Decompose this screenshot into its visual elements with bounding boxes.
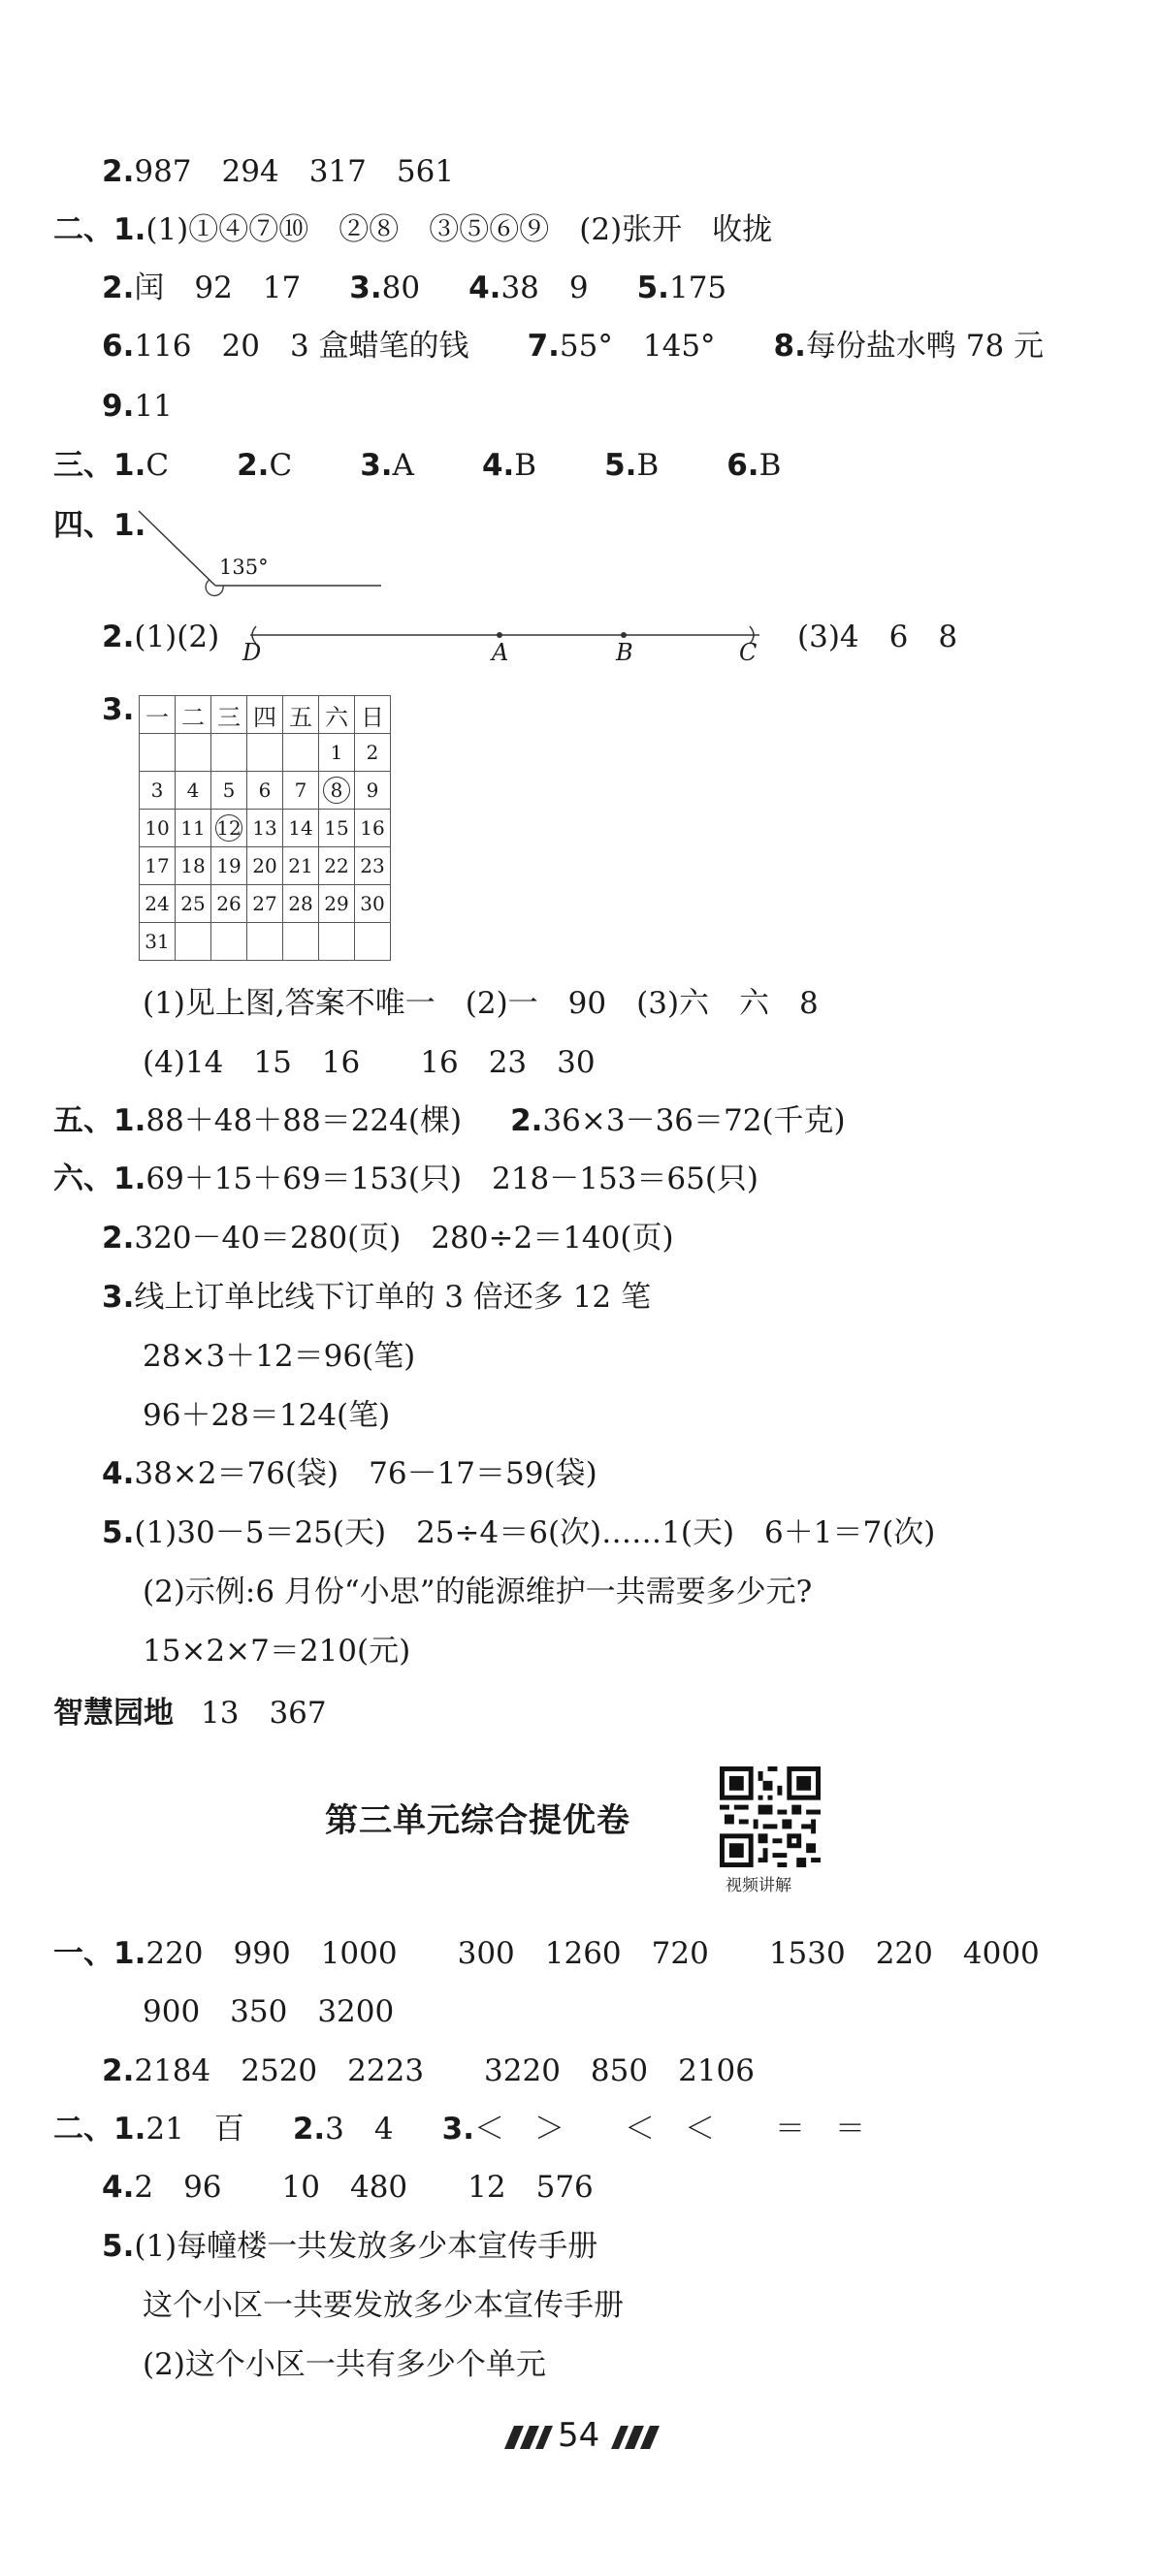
answer-line: 28×3＋12＝96(笔) — [143, 1339, 416, 1374]
calendar-cell: 20 — [247, 847, 283, 885]
answer-line: 5.(1)每幢楼一共发放多少本宣传手册 — [102, 2229, 598, 2264]
answer-line: 3.线上订单比线下订单的 3 倍还多 12 笔 — [102, 1280, 651, 1315]
answer-line: 6.116 20 3 盒蜡笔的钱 7.55° 145° 8.每份盐水鸭 78 元 — [102, 329, 1045, 364]
calendar-cell: 11 — [176, 810, 211, 847]
calendar-cell — [283, 923, 319, 961]
calendar-cell — [176, 734, 211, 772]
answer-line: 2.320－40＝280(页) 280÷2＝140(页) — [102, 1221, 674, 1256]
calendar-cell: 23 — [355, 847, 391, 885]
answer-line: (1)见上图,答案不唯一 (2)一 90 (3)六 六 8 — [143, 986, 819, 1021]
calendar-cell: 14 — [283, 810, 319, 847]
answer-line: (2)这个小区一共有多少个单元 — [143, 2347, 546, 2382]
calendar-cell: 21 — [283, 847, 319, 885]
calendar-cell: 2 — [355, 734, 391, 772]
calendar-cell — [211, 923, 247, 961]
qr-label: 视频讲解 — [726, 1876, 791, 1895]
calendar-cell — [247, 923, 283, 961]
calendar-cell-circled: 8 — [319, 772, 355, 810]
calendar-cell — [319, 923, 355, 961]
answer-line: 五、1.88＋48＋88＝224(棵) 2.36×3－36＝72(千克) — [53, 1103, 846, 1138]
answer-line: 智慧园地 13 367 — [53, 1696, 327, 1731]
answer-line: 96＋28＝124(笔) — [143, 1398, 391, 1433]
calendar-cell: 1 — [319, 734, 355, 772]
calendar-cell: 7 — [283, 772, 319, 810]
answer-line: 二、1.(1)①④⑦⑩ ②⑧ ③⑤⑥⑨ (2)张开 收拢 — [53, 212, 773, 247]
calendar-cell — [211, 734, 247, 772]
calendar-header: 三 — [211, 696, 247, 734]
calendar-cell: 15 — [319, 810, 355, 847]
angle-figure — [134, 506, 386, 593]
answer-line: 三、1.C 2.C 3.A 4.B 5.B 6.B — [53, 448, 782, 483]
calendar-cell: 25 — [176, 885, 211, 923]
answer-line: 3. — [102, 692, 135, 727]
calendar-cell-circled: 12 — [211, 810, 247, 847]
calendar-cell: 16 — [355, 810, 391, 847]
calendar-row — [140, 810, 391, 847]
answer-line: 900 350 3200 — [143, 1994, 395, 2029]
calendar-cell: 18 — [176, 847, 211, 885]
calendar-row — [140, 847, 391, 885]
answer-line: 5.(1)30－5＝25(天) 25÷4＝6(次)……1(天) 6＋1＝7(次) — [102, 1515, 936, 1550]
answer-line: 这个小区一共要发放多少本宣传手册 — [143, 2288, 624, 2323]
calendar-cell — [355, 923, 391, 961]
angle-label: 135° — [219, 556, 269, 579]
point-label: D — [242, 639, 262, 666]
calendar-header: 四 — [247, 696, 283, 734]
answer-text: (3)4 6 8 — [797, 620, 958, 654]
point-label: C — [739, 639, 758, 666]
decor-slash-icon — [504, 2424, 553, 2451]
answer-line: 4.38×2＝76(袋) 76－17＝59(袋) — [102, 1456, 597, 1491]
calendar-cell: 6 — [247, 772, 283, 810]
calendar-header-row — [140, 696, 391, 734]
calendar-cell: 26 — [211, 885, 247, 923]
calendar-cell — [140, 734, 176, 772]
answer-line: 一、1.220 990 1000 300 1260 720 1530 220 4000 — [53, 1936, 1040, 1971]
answer-line: (2)示例:6 月份“小思”的能源维护一共需要多少元? — [143, 1574, 813, 1609]
calendar-cell: 28 — [283, 885, 319, 923]
answer-line: 4.2 96 10 480 12 576 — [102, 2170, 594, 2205]
calendar-cell: 29 — [319, 885, 355, 923]
answer-line: 2.987 294 317 561 — [102, 154, 455, 189]
calendar-cell: 24 — [140, 885, 176, 923]
answer-line: 六、1.69＋15＋69＝153(只) 218－153＝65(只) — [53, 1161, 759, 1196]
calendar-cell: 3 — [140, 772, 176, 810]
calendar-row — [140, 885, 391, 923]
answer-line: 二、1.21 百 2.3 4 3.＜ ＞ ＜ ＜ ＝ ＝ — [53, 2112, 865, 2147]
answer-line: 2.闰 92 17 3.80 4.38 9 5.175 — [102, 270, 727, 305]
calendar-cell: 13 — [247, 810, 283, 847]
calendar-header: 六 — [319, 696, 355, 734]
calendar-cell: 9 — [355, 772, 391, 810]
section-title: 第三单元综合提优卷 — [325, 1801, 630, 1840]
answer-line: 2.(1)(2) — [102, 620, 220, 654]
calendar-cell: 10 — [140, 810, 176, 847]
calendar-cell: 5 — [211, 772, 247, 810]
calendar-cell — [283, 734, 319, 772]
answer-line: (4)14 15 16 16 23 30 — [143, 1045, 596, 1080]
calendar-cell: 19 — [211, 847, 247, 885]
decor-slash-icon — [611, 2424, 660, 2451]
calendar-cell: 17 — [140, 847, 176, 885]
calendar-header: 二 — [176, 696, 211, 734]
calendar-row — [140, 734, 391, 772]
calendar-cell: 22 — [319, 847, 355, 885]
calendar-header: 日 — [355, 696, 391, 734]
answer-line: 四、1. — [53, 508, 146, 543]
calendar-cell: 4 — [176, 772, 211, 810]
qr-code-icon[interactable] — [720, 1766, 821, 1867]
point-label: B — [616, 639, 633, 666]
calendar-header: 五 — [283, 696, 319, 734]
calendar-cell — [176, 923, 211, 961]
calendar-cell — [247, 734, 283, 772]
answer-line: 9.11 — [102, 389, 173, 424]
calendar-row — [140, 923, 391, 961]
page-number: 54 — [558, 2416, 600, 2455]
calendar-header: 一 — [140, 696, 176, 734]
calendar-table — [139, 695, 391, 961]
calendar-cell: 30 — [355, 885, 391, 923]
point-label: A — [492, 639, 509, 666]
calendar-cell: 31 — [140, 923, 176, 961]
calendar-row — [140, 772, 391, 810]
calendar-cell: 27 — [247, 885, 283, 923]
answer-line: 15×2×7＝210(元) — [143, 1634, 411, 1669]
answer-line: 2.2184 2520 2223 3220 850 2106 — [102, 2053, 755, 2088]
